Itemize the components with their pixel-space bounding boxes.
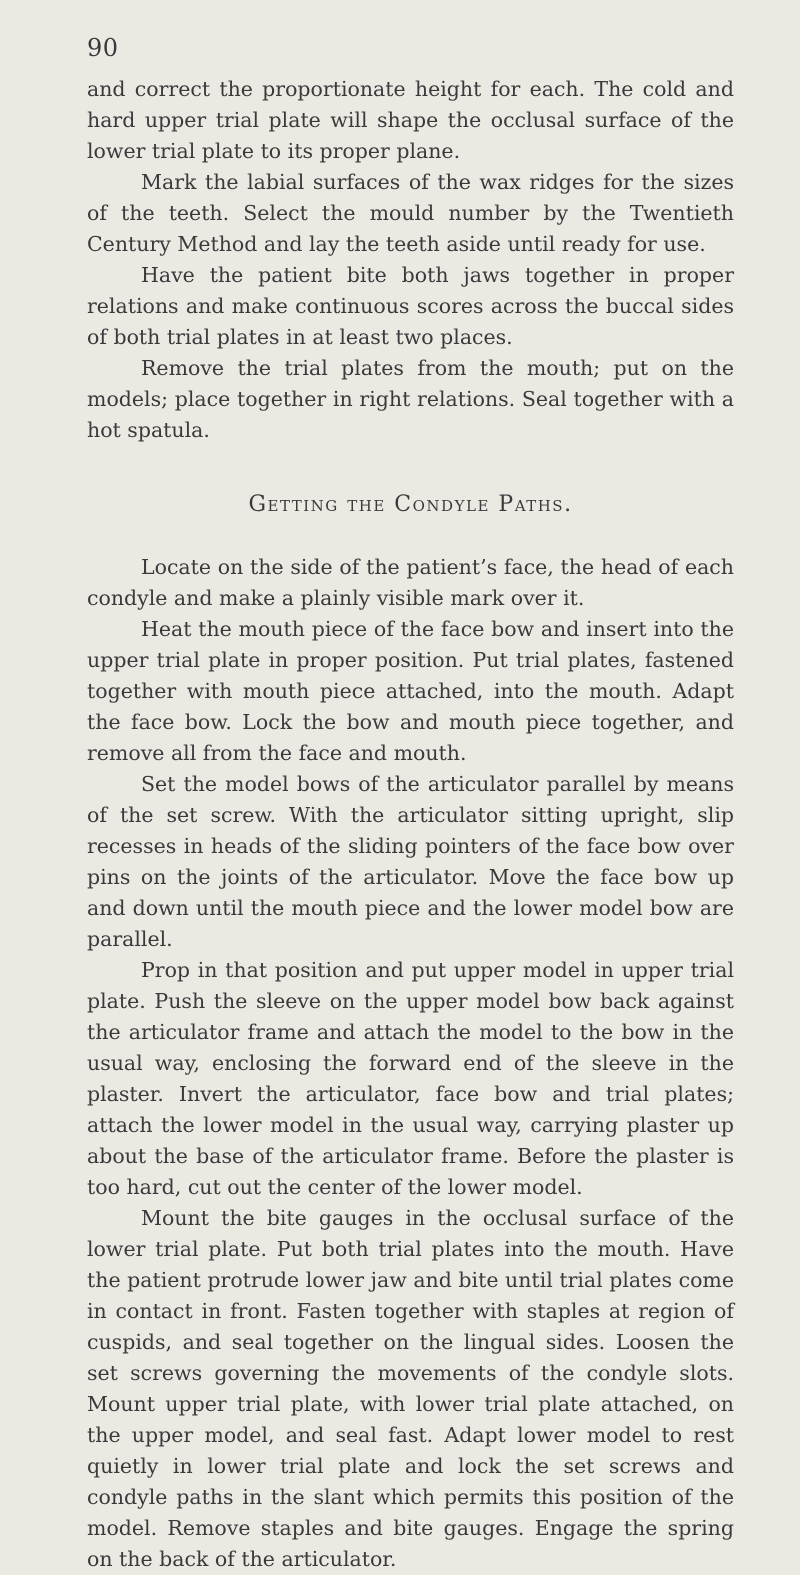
paragraph-continued: and correct the proportionate height for each. The cold and hard upper trial plate will shape the occlusal surface of the lower trial plate to its proper plane. [87, 77, 734, 163]
paragraph: Mark the labial surfaces of the wax ridges for the sizes of the teeth. Select the mould number by the Twentieth Century Method and lay the teeth aside until ready for use. [87, 170, 734, 256]
paragraph: Heat the mouth piece of the face bow and insert into the upper trial plate in proper position. Put trial plates, fastened together with mouth piece attached, into the mouth. Adapt the face bow. Lock the bow and mouth piece together, and remove all from the face and mouth. [87, 617, 734, 765]
section-heading: Getting the Condyle Paths. [248, 492, 573, 517]
paragraph: Remove the trial plates from the mouth; put on the models; place together in right relations. Seal together with a hot spatula. [87, 356, 734, 442]
paragraph: Have the patient bite both jaws together in proper relations and make continuous scores across the buccal sides of both trial plates in at least two places. [87, 263, 734, 349]
paragraph: Locate on the side of the patient’s face, the head of each condyle and make a plainly visible mark over it. [87, 555, 734, 610]
paragraph: Prop in that position and put upper model in upper trial plate. Push the sleeve on the upper model bow back against the articulator frame and attach the model to the bow in the usual way, enclosing the forward end of the sleeve in the plaster. Invert the articulator, face bow and trial plates; attach the lower model in the usual way, carrying plaster up about the base of the articulator frame. Before the plaster is too hard, cut out the center of the lower model. [87, 958, 734, 1199]
paragraph: Set the model bows of the articulator parallel by means of the set screw. With the articulator sitting upright, slip recesses in heads of the sliding pointers of the face bow over pins on the joints of the articulator. Move the face bow up and down until the mouth piece and the lower model bow are parallel. [87, 772, 734, 951]
page-number: 90 [87, 34, 119, 62]
paragraph: Mount the bite gauges in the occlusal surface of the lower trial plate. Put both trial plates into the mouth. Have the patient protrude lower jaw and bite until trial plates come in contact in front. Fasten together with staples at region of cuspids, and seal together on the lingual sides. Loosen the set screws governing the movements of the condyle slots. Mount upper trial plate, with lower trial plate attached, on the upper model, and seal fast. Adapt lower model to rest quietly in lower trial plate and lock the set screws and condyle paths in the slant which permits this position of the model. Remove staples and bite gauges. Engage the spring on the back of the articulator. [87, 1206, 734, 1571]
